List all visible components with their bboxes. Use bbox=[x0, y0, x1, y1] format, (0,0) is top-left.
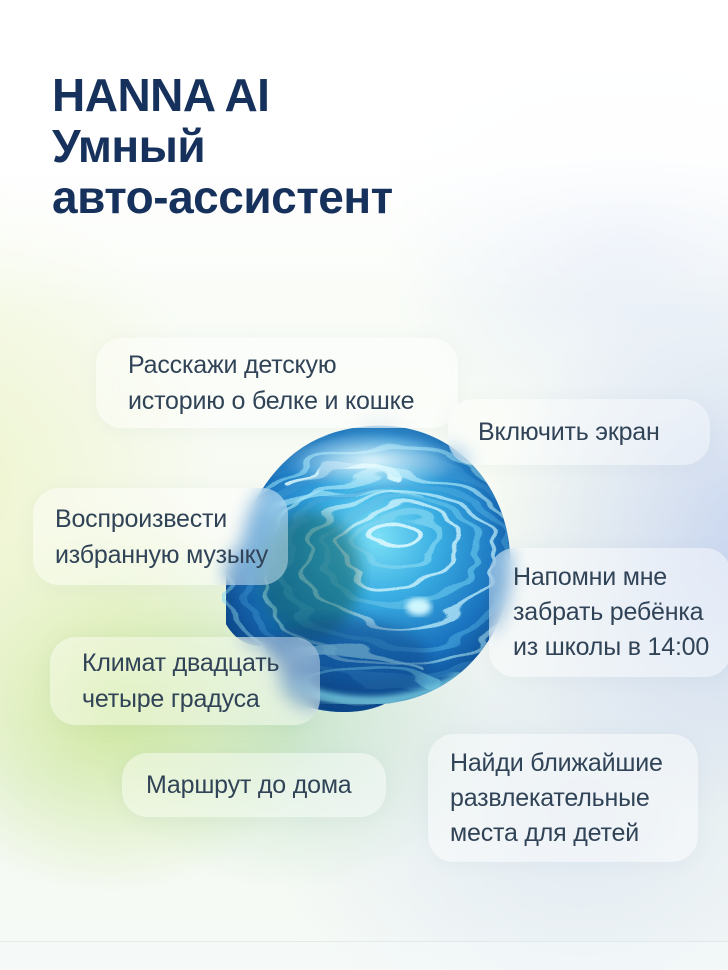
chip-text-line: историю о белке и кошке bbox=[128, 387, 415, 415]
chip-text-line: Воспроизвести bbox=[55, 504, 228, 533]
chip-text-line: Включить экран bbox=[478, 418, 660, 446]
chip-text-line: Напомни мне bbox=[513, 563, 668, 591]
chip-text-line: Маршрут до дома bbox=[146, 771, 352, 799]
subtitle-line-2: авто-ассистент bbox=[52, 171, 393, 223]
chip-text-line: забрать ребёнка bbox=[513, 598, 704, 626]
chip-text-line: развлекательные bbox=[450, 783, 650, 812]
chip-text-line: Климат двадцать bbox=[82, 649, 280, 677]
voice-command-chip-route-home[interactable] bbox=[122, 753, 386, 817]
page-title bbox=[52, 70, 393, 223]
chip-text-line: Найди ближайшие bbox=[450, 748, 663, 777]
voice-command-chip-find-places[interactable] bbox=[428, 734, 698, 862]
chip-text-line: из школы в 14:00 bbox=[513, 633, 710, 661]
voice-command-chip-climate[interactable] bbox=[50, 637, 320, 725]
voice-command-chip-screen-on[interactable] bbox=[448, 399, 710, 465]
chip-text-line: избранную музыку bbox=[55, 540, 268, 569]
chip-text-line: места для детей bbox=[450, 818, 639, 847]
voice-command-chip-reminder[interactable] bbox=[489, 548, 728, 677]
brand-name: HANNA AI bbox=[52, 69, 270, 121]
voice-command-chip-story[interactable] bbox=[96, 338, 458, 428]
voice-command-chip-play-music[interactable] bbox=[33, 488, 288, 585]
subtitle-line-1: Умный bbox=[52, 120, 206, 172]
chip-text-line: Расскажи детскую bbox=[128, 351, 337, 379]
chip-text-line: четыре градуса bbox=[82, 685, 260, 713]
bottom-divider bbox=[0, 941, 728, 970]
